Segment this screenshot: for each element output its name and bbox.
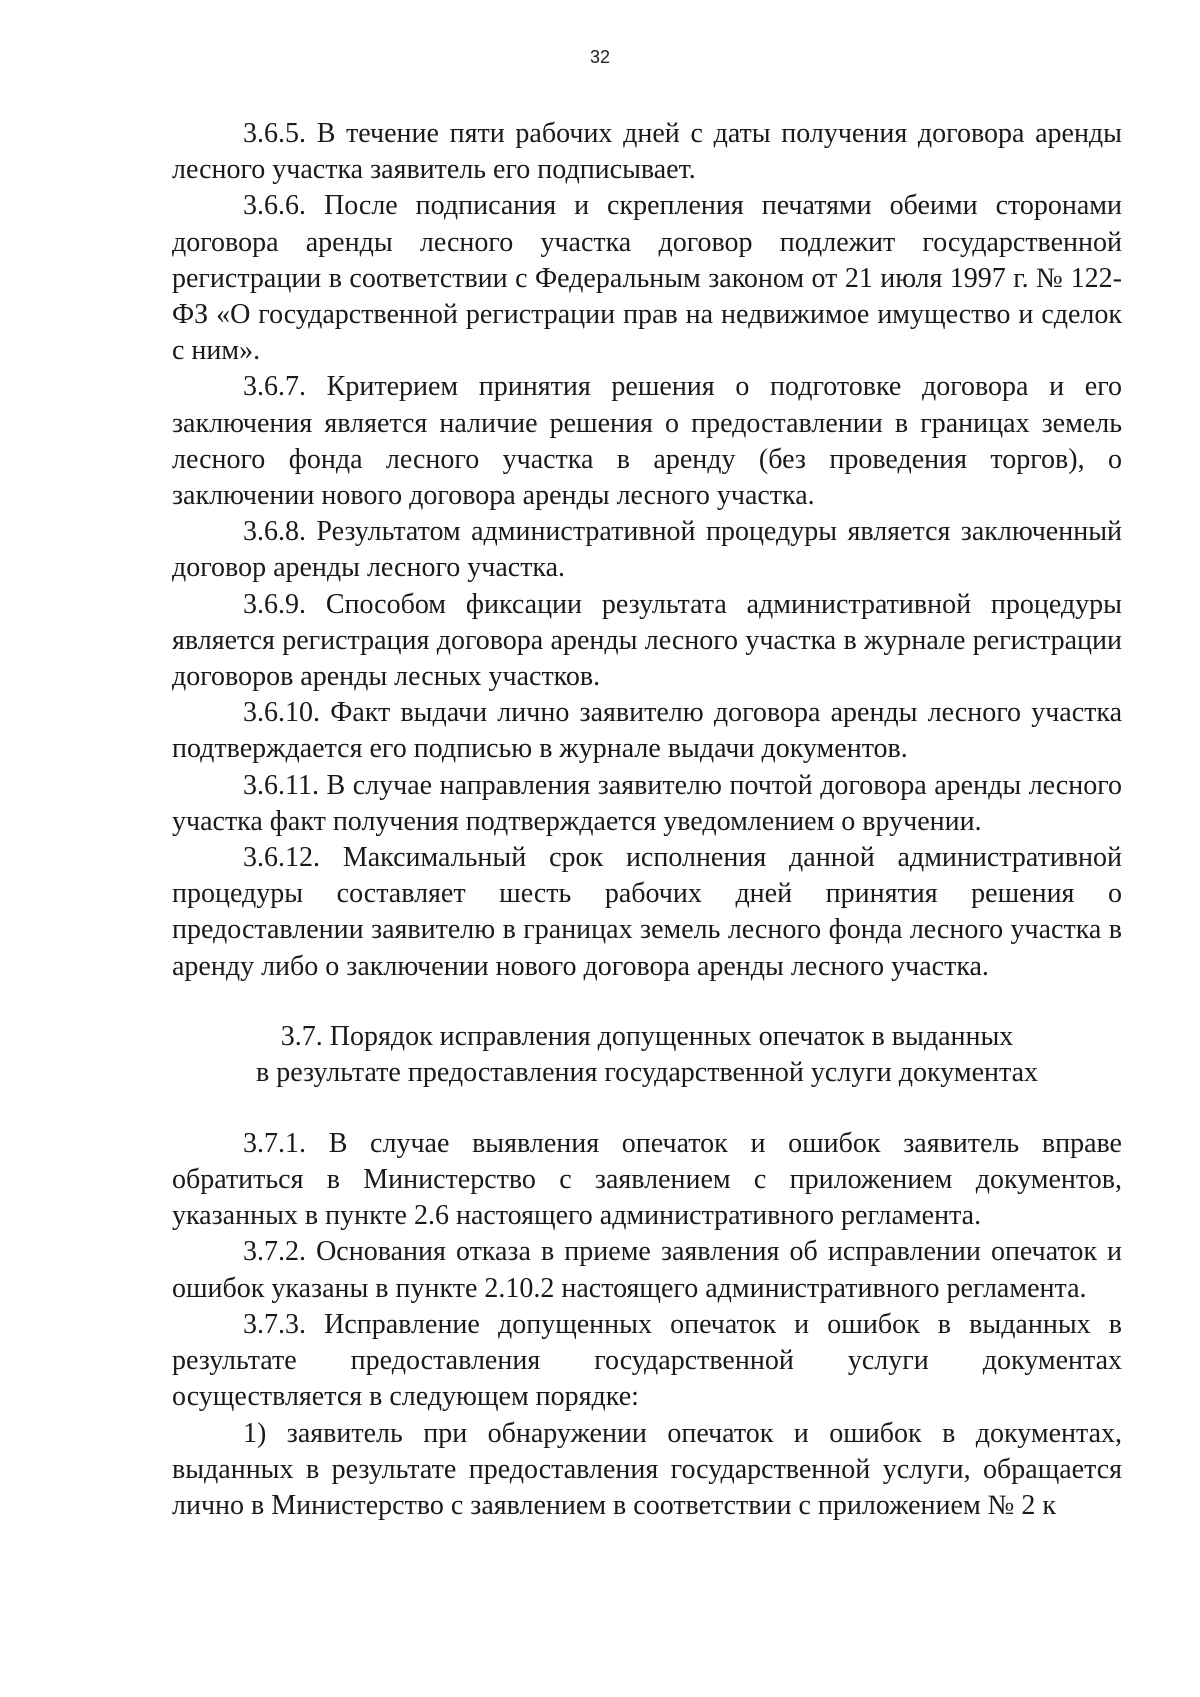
- paragraph-3-6-5: 3.6.5. В течение пяти рабочих дней с даты получения договора аренды лесного участка заявитель его подписывает.: [172, 118, 1122, 186]
- section-heading-line-1: 3.7. Порядок исправления допущенных опечаток в выданных: [280, 1020, 1014, 1052]
- paragraph-3-6-6: 3.6.6. После подписания и скрепления печатями обеими сторонами договора аренды лесного участка договор подлежит государственной регистрации в соответствии с Федеральным законом от 21 июля 1997 г. № 122-ФЗ «О государственной регистрации прав на недвижимое имущество и сделок с ним».: [172, 190, 1122, 367]
- paragraph-3-6-9: 3.6.9. Способом фиксации результата административной процедуры является регистрация договора аренды лесного участка в журнале регистрации договоров аренды лесных участков.: [172, 588, 1122, 693]
- section-heading-3-7: [172, 1019, 1122, 1092]
- document-body: [172, 116, 1122, 1524]
- page-number: 32: [589, 47, 611, 67]
- paragraph-3-6-7: 3.6.7. Критерием принятия решения о подготовке договора и его заключения является наличие решения о предоставлении в границах земель лесного фонда лесного участка в аренду (без проведения торгов), о заключении нового договора аренды лесного участка.: [172, 371, 1122, 512]
- paragraph-list-item-1: 1) заявитель при обнаружении опечаток и ошибок в документах, выданных в результате предоставления государственной услуги, обращается лично в Министерство с заявлением в соответствии с приложением № 2 к: [172, 1417, 1122, 1521]
- paragraph-3-7-1: 3.7.1. В случае выявления опечаток и ошибок заявитель вправе обратиться в Министерство с заявлением с приложением документов, указанных в пункте 2.6 настоящего административного регламента.: [172, 1127, 1122, 1232]
- paragraph-3-6-8: 3.6.8. Результатом административной процедуры является заключенный договор аренды лесного участка.: [172, 516, 1122, 584]
- paragraph-3-6-12: 3.6.12. Максимальный срок исполнения данной административной процедуры составляет шесть рабочих дней принятия решения о предоставлении заявителю в границах земель лесного фонда лесного участка в аренду либо о заключении нового договора аренды лесного участка.: [172, 842, 1122, 982]
- section-heading-line-2: в результате предоставления государственной услуги документах: [255, 1057, 1039, 1089]
- paragraph-3-6-10: 3.6.10. Факт выдачи лично заявителю договора аренды лесного участка подтверждается его подписью в журнале выдачи документов.: [172, 697, 1122, 765]
- paragraph-3-7-2: 3.7.2. Основания отказа в приеме заявления об исправлении опечаток и ошибок указаны в пункте 2.10.2 настоящего административного регламента.: [172, 1236, 1122, 1304]
- paragraph-3-7-3: 3.7.3. Исправление допущенных опечаток и ошибок в выданных в результате предоставления государственной услуги документах осуществляется в следующем порядке:: [172, 1308, 1122, 1413]
- paragraph-3-6-11: 3.6.11. В случае направления заявителю почтой договора аренды лесного участка факт получения подтверждается уведомлением о вручении.: [172, 769, 1122, 837]
